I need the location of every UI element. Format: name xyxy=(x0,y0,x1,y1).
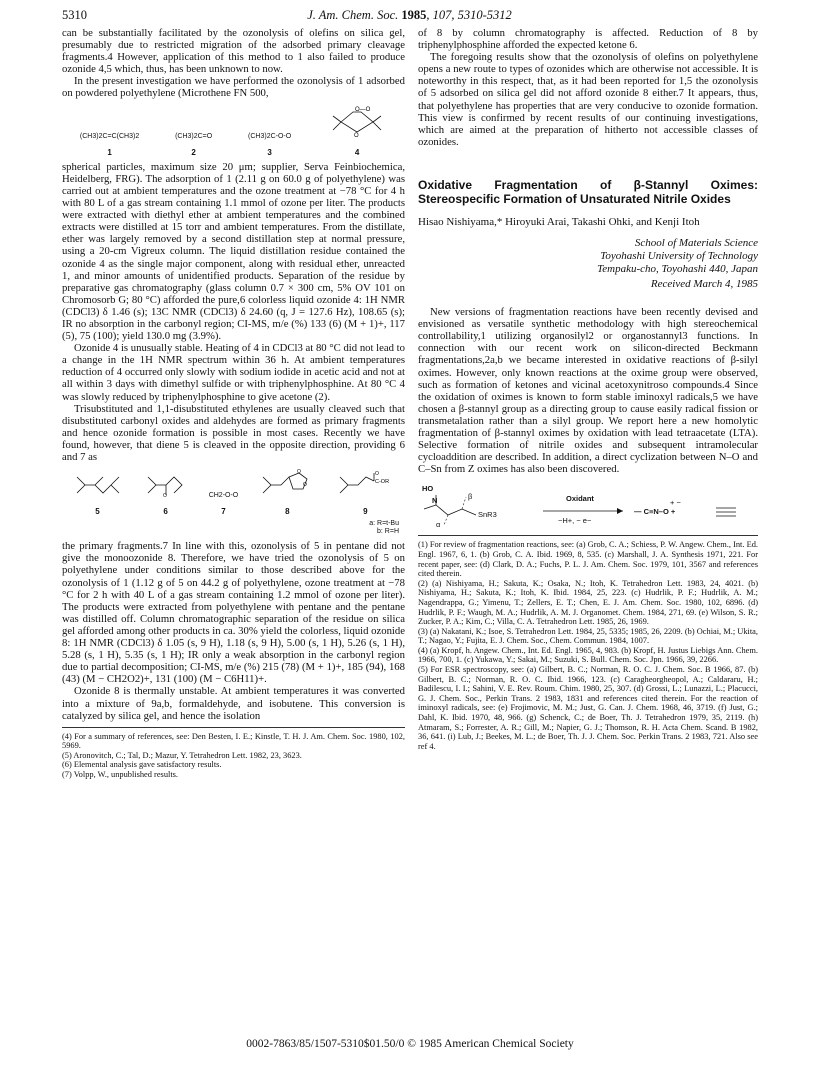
compound-number: 3 xyxy=(267,147,272,157)
compound-4 xyxy=(327,104,387,159)
footnote: (1) For review of fragmentation reactions, see: (a) Grob, C. A.; Schiess, P. W. Angew. Chem., Int. Ed. Engl. 1967, 6, 1. (b) Grob, C. A. Ibid. 1969, 8, 535. (c) Marshall, J. A. Synthesis 1971, 221. For recent paper, see: (d) Clark, D. A.; Fuchs, P. L. J. Am. Chem. Soc. 1979, 101, 3567 and references cited therein. xyxy=(418,540,758,579)
journal-year: 1985 xyxy=(401,8,427,22)
ketone-drawing xyxy=(144,471,188,497)
structures-5-9 xyxy=(62,469,405,518)
compound-formula: (CH3)2C=C(CH3)2 xyxy=(79,132,140,140)
footnote: (7) Volpp, W., unpublished results. xyxy=(62,770,179,780)
svg-text:O: O xyxy=(297,469,302,476)
footnote: (5) Aronovitch, C.; Tal, D.; Mazur, Y. Tetrahedron Lett. 1982, 23, 3623. xyxy=(62,750,302,760)
footnote: (2) (a) Nishiyama, H.; Sakuta, K.; Osaka, N.; Itoh, K. Tetrahedron Lett. 1983, 24, 4021. (b) Nishiyama, H.; Sakuta, K.; Itoh, K. Ibid. 1984, 25, 223. (c) Hudrlik, P. F.; Hudrlik, A. M.; Nagendrappa, G.; Yimenu, T.; Zellers, E. T.; Chen, E. J. Am. Chem. Soc. 1980, 102, 6896. (d) Hudrlik, P. F.; Waugh, M. A.; Hudrlik, A. M. J. Organomet. Chem. 1984, 271, 69. (e) Wilson, S. R.; Zucker, P. A.; Kim, C.; Villa, C. A. Tetrahedron Lett. 1985, 26, 1969. xyxy=(418,578,758,627)
paragraph: Ozonide 4 is unusually stable. Heating of 4 in CDCl3 at 80 °C did not lead to a change in the 1H NMR spectrum within 36 h. At ambient temperatures reduction of 4 occurred only slowly with sodium iodide in acetic acid and not at all within 3 days with dimethyl sulfide or with triphenylphosphine. At 80 °C 4 was slowly reduced by triphenylphosphine to give acetone (2). xyxy=(62,342,405,403)
svg-text:O: O xyxy=(375,471,380,478)
compound-number: 7 xyxy=(221,507,226,517)
paragraph: spherical particles, maximum size 20 μm; supplier, Serva Feinbiochemica, Heidelberg, FRG). The adsorption of 1 (2.11 g on 60.0 g of polyethylene) was carried out at ambient temperatures and the ozone treatment at −78 °C for 4 h with 80 L of a gas stream containing 1.1 mmol of ozone per liter. The products were extracted with diethyl ether at ambient temperatures and the combined extracts were distilled at 15 torr and ambient temperatures. From the distillate, ether was largely removed by a second distillation step at normal pressure, using a 20-cm Vigreux column. The liquid distillation residue contained the ozonide 4 as the single major component, along with residual ether, unreacted 1, and minor amounts of unidentified products. Separation of the residue by preparative gas chromatography (glass column 0.7 × 300 cm, 5% OV 101 on Chromosorb G; 80 °C) afforded the pure,6 colorless liquid ozonide 4: 1H NMR (CDCl3) δ 1.46 (s); 13C NMR (CDCl3) δ 24.60 (q, J = 127.6 Hz), 108.65 (s); IR no absorption in the carbonyl region; CI-MS, m/e (%) 133 (6) (M + 1)+, 117 (5), 75 (100); yield 130.0 mg (3.9%). xyxy=(62,160,405,343)
received-date: Received March 4, 1985 xyxy=(650,277,758,290)
compound-3 xyxy=(248,131,291,159)
compound-number: 4 xyxy=(354,147,360,157)
reaction-scheme xyxy=(418,481,758,529)
legend-b: b: R=H xyxy=(377,528,399,536)
scheme-conditions: −H+, − e− xyxy=(558,516,592,526)
compound-number: 9 xyxy=(363,507,368,517)
paragraph: of 8 by column chromatography is affected. Reduction of 8 by triphenylphosphine afforded the expected ketone 6. xyxy=(418,27,758,52)
footnote: (5) For ESR spectroscopy, see: (a) Gilbert, B. C.; Norman, R. O. C. J. Chem. Soc. B 1966, 87. (b) Gilbert, B. C.; Norman, R. O. C. Ibid. 1966, 123. (c) Caragheorgheopol, A.; Caldararu, H.; Badilescu, I. I.; Sahini, V. E. Rev. Roum. Chim. 1980, 25, 307. (d) Grossi, L.; Lunazzi, L.; Placucci, G. J. Chem. Soc., Perkin Trans. 2 1983, 1831 and references cited therein. For the reaction of iminoxyl radicals, see: (e) Frojimovic, M. M.; Just, G. Can. J. Chem. 1968, 46, 3719. (f) Just, G.; Dahl, K. Ibid. 1970, 48, 966. (g) Schenck, C.; de Boer, Th. J. Tetrahedron 1979, 35, 2119. (h) Atmaram, S.; Forrester, A. R.; Gill, M.; Napier, G. J.; Thomson, R. H. Acta Chem. Scand. B 1982, 36, 641. (i) Lub, J.; Beekes, M. L.; de Boer, Th. J. J. Chem. Soc. Perkin Trans. 2 1983, 721. Also see ref 4. xyxy=(418,665,758,751)
monoozonide-drawing xyxy=(259,469,315,497)
structures-1-4 xyxy=(62,104,405,159)
page-footer: 0002-7863/85/1507-5310$01.50/0 © 1985 American Chemical Society xyxy=(246,1038,574,1050)
compound-2 xyxy=(175,131,212,159)
left-column xyxy=(62,27,405,780)
scheme-ho: HO xyxy=(422,484,434,494)
affiliation-line: Toyohashi University of Technology xyxy=(600,249,758,262)
affiliation-line: School of Materials Science xyxy=(634,236,758,249)
paragraph: New versions of fragmentation reactions have been recently devised and envisioned as versatile synthetic methodology with high stereochemical controllability,1 utilizing organosilyl2 or organostannyl3 functions. In connection with our recent work on silicon-directed Beckmann fragmentations,2a,b we became interested in oxidative reactions of β-silyl oximes. However, only known reactions at the oxime group were observed, such as formation of ketones and vicinal acetoxynitroso compounds.4 Since the oxidation of oximes is known to form stable iminoxyl radicals,5 we have chosen a β-stannyl group as a directing group to cause easily radical fission or transmetalation rather than a silyl group. We report here a new homolytic fragmentation of β-stannyl oximes by oxidation with lead tetraacetate (LTA). Selective formation of nitrile oxides and subsequent intramolecular cycloaddition are described. In addition, a direct cyclization between N–O and C–Sn from Z oximes has also been discovered. xyxy=(418,306,758,476)
compound-number: 2 xyxy=(191,147,196,157)
footnote: (6) Elemental analysis gave satisfactory results. xyxy=(62,760,222,770)
svg-text:O: O xyxy=(354,132,359,138)
ester-drawing xyxy=(336,469,394,497)
footnote-divider xyxy=(418,535,758,536)
footnote: (3) (a) Nakatani, K.; Isoe, S. Tetrahedron Lett. 1984, 25, 5335; 1985, 26, 2209. (b) Ochiai, M.; Ukita, T.; Nagao, Y.; Fujita, E. J. Chem. Soc., Chem. Commun. 1984, 1007. xyxy=(418,626,758,646)
paragraph: Trisubstituted and 1,1-disubstituted ethylenes are usually cleaved such that disubstituted carbonyl oxides and aldehydes are formed as primary fragments and hence ozonide formation is possible in most cases. Recently we have found, however, that diene 5 is cleaved in the opposite direction, providing 6 and 7 as xyxy=(62,402,405,463)
svg-text:O: O xyxy=(303,482,308,489)
affiliation-line: Tempaku-cho, Toyohashi 440, Japan xyxy=(597,262,758,275)
scheme-snr3: SnR3 xyxy=(478,510,497,520)
paragraph: In the present investigation we have performed the ozonolysis of 1 adsorbed on powdered polyethylene (Microthene FN 500, xyxy=(62,75,405,100)
compound-number: 6 xyxy=(163,507,168,517)
journal-volume-pages: , 107, 5310-5312 xyxy=(426,8,512,22)
svg-text:O: O xyxy=(162,493,167,498)
scheme-oxidant: Oxidant xyxy=(566,494,594,504)
svg-text:C-OR: C-OR xyxy=(375,479,390,486)
compound-6 xyxy=(144,471,188,518)
journal-name: J. Am. Chem. Soc. xyxy=(307,8,399,22)
scheme-charges: + − xyxy=(670,498,681,508)
compound-number: 8 xyxy=(285,507,290,517)
compound-7 xyxy=(209,490,239,518)
footnote-divider xyxy=(62,727,405,728)
affiliation xyxy=(418,237,758,276)
article-title: Oxidative Fragmentation of β-Stannyl Oximes: Stereospecific Formation of Unsaturated Nitrile Oxides xyxy=(418,177,758,206)
paragraph: The foregoing results show that the ozonolysis of olefins on polyethylene opens a new route to types of ozonides which are otherwise not accessible. It is noteworthy in this respect, that, as it had been reported for 1,5 the ozonolysis of 5 adsorbed on silica gel did not afford ozonide 8 either.7 It appears, thus, that polyethylene has properties that are very conducive to ozonide formation. This view is confirmed by recent results of our continuing investigations, which are aimed at the preparation of hitherto not accessible classes of ozonides. xyxy=(418,51,758,148)
page-number: 5310 xyxy=(62,8,87,22)
compound-formula: (CH3)2C=O xyxy=(175,132,213,140)
journal-citation xyxy=(62,8,757,23)
compound-formula: CH2-O-O xyxy=(208,492,239,500)
compound-formula: (CH3)2C-O-O xyxy=(248,132,292,140)
scheme-nitrile-oxide: — C≡N–O + xyxy=(634,507,676,517)
footnote: (4) (a) Kropf, h. Angew. Chem., Int. Ed. Engl. 1965, 4, 983. (b) Kropf, H. Justus Liebigs Ann. Chem. 1966, 700, 1. (c) Yukawa, Y.; Sakai, M.; Suzuki, S. Bull. Chem. Soc. Jpn. 1966, 39, 2266. xyxy=(418,645,758,665)
scheme-beta: β xyxy=(468,492,473,502)
paragraph: Ozonide 8 is thermally unstable. At ambient temperatures it was converted into a mixture of 9a,b, formaldehyde, and isobutene. This conversion is catalyzed by silica gel, and hence the isolation xyxy=(62,685,405,722)
compound-8 xyxy=(259,469,315,518)
right-column xyxy=(418,27,758,751)
paragraph: can be substantially facilitated by the ozonolysis of olefins on silica gel, presumably due to restricted migration of the adsorbed primary cleavage fragments.4 However, application of this method to 1 also failed to produce ozonide 4,5 which, thus, has been unknown to now. xyxy=(62,27,405,76)
compound-number: 5 xyxy=(95,507,100,517)
compound-number: 1 xyxy=(107,147,112,157)
svg-text:O—O: O—O xyxy=(355,106,371,113)
compound-9-legend xyxy=(62,520,399,536)
compound-9 xyxy=(336,469,394,518)
scheme-n: N xyxy=(432,496,438,506)
running-header xyxy=(62,5,757,25)
ozonide-ring-drawing xyxy=(327,104,387,138)
diene-drawing xyxy=(73,471,123,497)
paragraph: the primary fragments.7 In line with this, ozonolysis of 5 in pentane did not give the monoozonide 8. Therefore, we have tried the ozonolysis of 5 on polyethylene under conditions similar to those described above for the ozonolysis of 1 (1.12 g of 5 on 44.2 g of polyethylene, ozone treatment at −78 °C for 2 h with 40 L of a gas stream containing 1.2 mmol of ozone per liter). The products were extracted from polyethylene with pentane and the pentane was distilled off. Column chromatographic separation of the residue on silica gel afforded among other products in ca. 30% yield the colorless, liquid ozonide 8: 1H NMR (CDCl3) δ 1.05 (s, 9 H), 1.18 (s, 9 H), 5.00 (s, 1 H), 5.26 (s, 1 H), 5.28 (s, 1 H), 5.35 (s, 1 H); IR only a weak absorption in the carbonyl region due to partial decomposition; CI-MS, m/e (%) 215 (78) (M + 1)+, 185 (94), 168 (43) (M − CH2O2)+, 131 (100) (M − C6H11)+. xyxy=(62,540,405,686)
compound-5 xyxy=(73,471,123,518)
scheme-alpha: α xyxy=(436,520,441,530)
author-list: Hisao Nishiyama,* Hiroyuki Arai, Takashi Ohki, and Kenji Itoh xyxy=(418,215,700,228)
footnote: (4) For a summary of references, see: Den Besten, I. E.; Kinstle, T. H. J. Am. Chem. Soc. 1980, 102, 5969. xyxy=(62,731,405,751)
legend-a: a: R=t-Bu xyxy=(369,520,399,528)
compound-1 xyxy=(80,131,139,159)
